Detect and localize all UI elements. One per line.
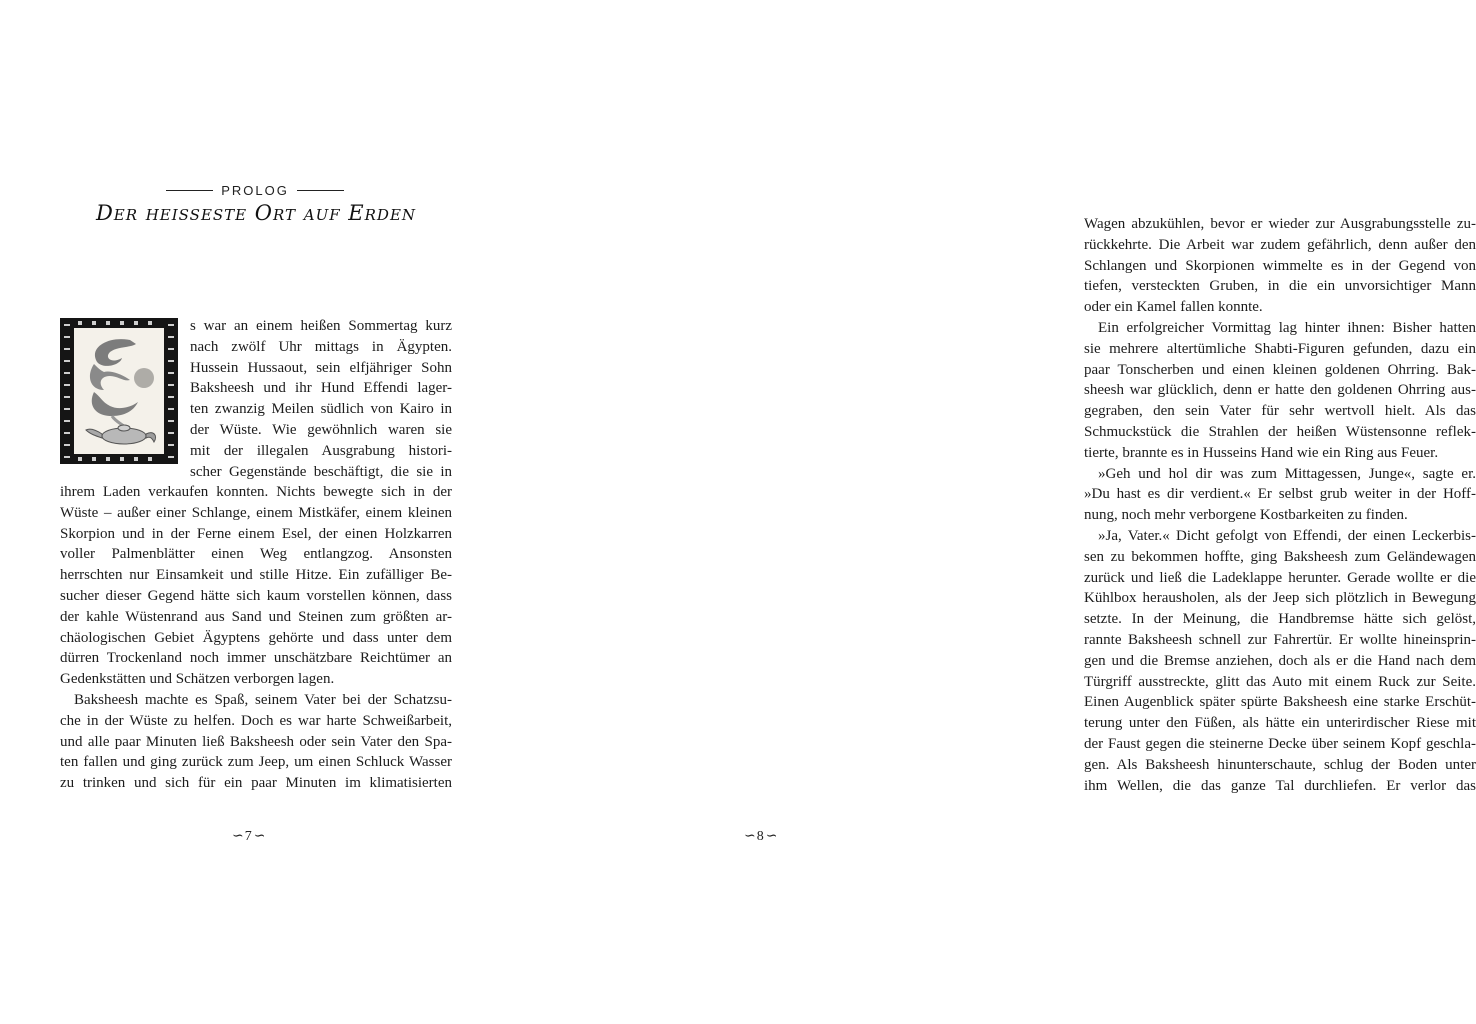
folio-ornament: ∽ [744,829,755,844]
text-line: »Geh und hol dir was zum Mittagessen, Junge«, sagte er. [1098,465,1476,482]
heading-rule-left [166,190,213,191]
text-line: gen und die Bremse anziehen, doch als er die Hand nach dem [1084,652,1476,669]
left-page [0,0,512,1024]
paragraph-full-width [60,482,452,794]
chapter-title: Der heisseste Ort auf Erden [95,201,417,225]
text-line: Einen Augenblick später spürte Baksheesh eine starke Erschüt- [1084,694,1476,711]
section-heading [166,183,344,198]
text-line: der kahle Wüstenrand aus Sand und Steinen zum größten ar- [60,608,452,625]
folio-ornament: ∽ [253,829,265,844]
paragraph-right-page [1084,214,1476,796]
text-line: Wüste – außer einer Schlange, einem Mistkäfer, einem kleinen [60,504,452,521]
text-line: Schmuckstück die Strahlen der heißen Wüstensonne reflek- [1084,423,1476,440]
text-line: Ein erfolgreicher Vormittag lag hinter ihnen: Bisher hatten [1098,319,1476,336]
text-line: Gedenkstätten und Schätzen verborgen lagen. [60,671,335,688]
text-line: tiefen, versteckten Gruben, in die ein unvorsichtiger Mann [1084,278,1476,295]
section-label: PROLOG [221,183,289,198]
text-line: gen. Als Baksheesh hinunterschaute, schlug der Boden unter [1084,756,1476,773]
text-line: rückkehrte. Die Arbeit war zudem gefährlich, denn außer den [1084,236,1476,253]
text-line: Hussein Hussaout, sein elfjähriger Sohn [190,359,452,376]
text-line: paar Tonscherben und einen kleinen goldenen Ohrring. Bak- [1084,361,1476,378]
text-line: terung unter den Füßen, als hätte ein unterirdischer Riese mit [1084,715,1476,732]
text-line: Türgriff ausstreckte, glitt das Auto mit einem Ruck zur Seite. [1084,673,1476,690]
text-line: sie mehrere altertümliche Shabti-Figuren gefunden, dazu ein [1084,340,1476,357]
text-line: zu trinken und sich für ein paar Minuten im klimatisierten [60,775,452,792]
text-line: Baksheesh und ihr Hund Effendi lager- [190,380,452,397]
text-line: oder ein Kamel fallen konnte. [1084,299,1263,316]
text-line: herrschten nur Einsamkeit und stille Hitze. Ein zufälliger Be- [60,567,452,584]
text-line: dürren Trockenland noch immer unschätzbare Reichtümer an [60,650,452,667]
text-line: ihm Wellen, die das ganze Tal durchliefen. Er verlor das [1084,777,1476,794]
text-line: mit der illegalen Ausgrabung histori- [190,442,452,459]
text-line: che in der Wüste zu helfen. Doch es war harte Schweißarbeit, [60,712,452,729]
text-line: Wagen abzukühlen, bevor er wieder zur Ausgrabungsstelle zu- [1084,216,1476,232]
right-page [512,0,1476,1024]
text-line: s war an einem heißen Sommertag kurz [190,318,452,334]
page-number: 7 [244,828,252,844]
page-number-right [744,828,776,845]
heading-rule-right [297,190,344,191]
text-line: tierte, brannte es in Husseins Hand wie ein Ring aus Feuer. [1084,444,1439,461]
text-line: setzte. In der Meinung, die Handbremse hätte sich gelöst, [1084,611,1476,628]
text-line: voller Palmenblätter einen Weg entlangzog. Ansonsten [60,546,452,563]
page-number-left [232,828,264,845]
folio-ornament: ∽ [232,829,243,844]
text-line: sen zu bekommen hoffte, ging Baksheesh zum Geländewagen [1084,548,1476,565]
text-line: ihrem Laden verkaufen konnten. Nichts bewegte sich in der [60,484,452,500]
text-line: Schlangen und Skorpionen wimmelte es in der Gegend von [1084,257,1476,274]
text-line: nung, noch mehr verborgene Kostbarkeiten zu finden. [1084,507,1408,524]
text-line: sucher dieser Gegend hätte sich kaum vorstellen können, dass [60,587,452,604]
text-line: sheesh war glücklich, denn er hatte den goldenen Ohrring aus- [1084,382,1476,399]
text-line: der Wüste. Wie gewöhnlich waren sie [190,421,452,438]
text-line: rannte Baksheesh schnell zur Fahrertür. Er wollte hineinsprin- [1084,631,1476,648]
text-line: »Ja, Vater.« Dicht gefolgt von Effendi, der einen Leckerbis- [1098,527,1476,544]
page-number: 8 [756,828,764,844]
text-line: chäologischen Gebiet Ägyptens gehörte und dass unter dem [60,629,452,646]
text-line: »Du hast es dir verdient.« Er selbst grub weiter in der Hoff- [1084,486,1476,503]
folio-ornament: ∽ [765,829,777,844]
text-line: Skorpion und in der Ferne einem Esel, der einen Holzkarren [60,525,452,542]
text-line: und alle paar Minuten ließ Baksheesh oder sein Vater den Spa- [60,733,452,750]
text-line: zurück und ließ die Ladeklappe herunter. Gerade wollte er die [1084,569,1476,586]
drop-cap-illustration [60,318,178,464]
text-line: der Faust gegen die steinerne Decke über seinem Kopf geschla- [1084,735,1476,752]
text-line: ten fallen und ging zurück zum Jeep, um einen Schluck Wasser [60,754,452,771]
paragraph-beside-drop-cap [190,316,452,482]
text-line: Baksheesh machte es Spaß, seinem Vater bei der Schatzsu- [74,691,452,708]
text-line: gegraben, den sein Vater für sehr wertvoll hielt. Als das [1084,403,1476,420]
text-line: ten zwanzig Meilen südlich von Kairo in [190,401,452,418]
text-line: nach zwölf Uhr mittags in Ägypten. [190,338,452,355]
text-line: scher Gegenstände beschäftigt, die sie in [190,463,452,480]
text-line: Kühlbox herausholen, als der Jeep sich plötzlich in Bewegung [1084,590,1476,607]
